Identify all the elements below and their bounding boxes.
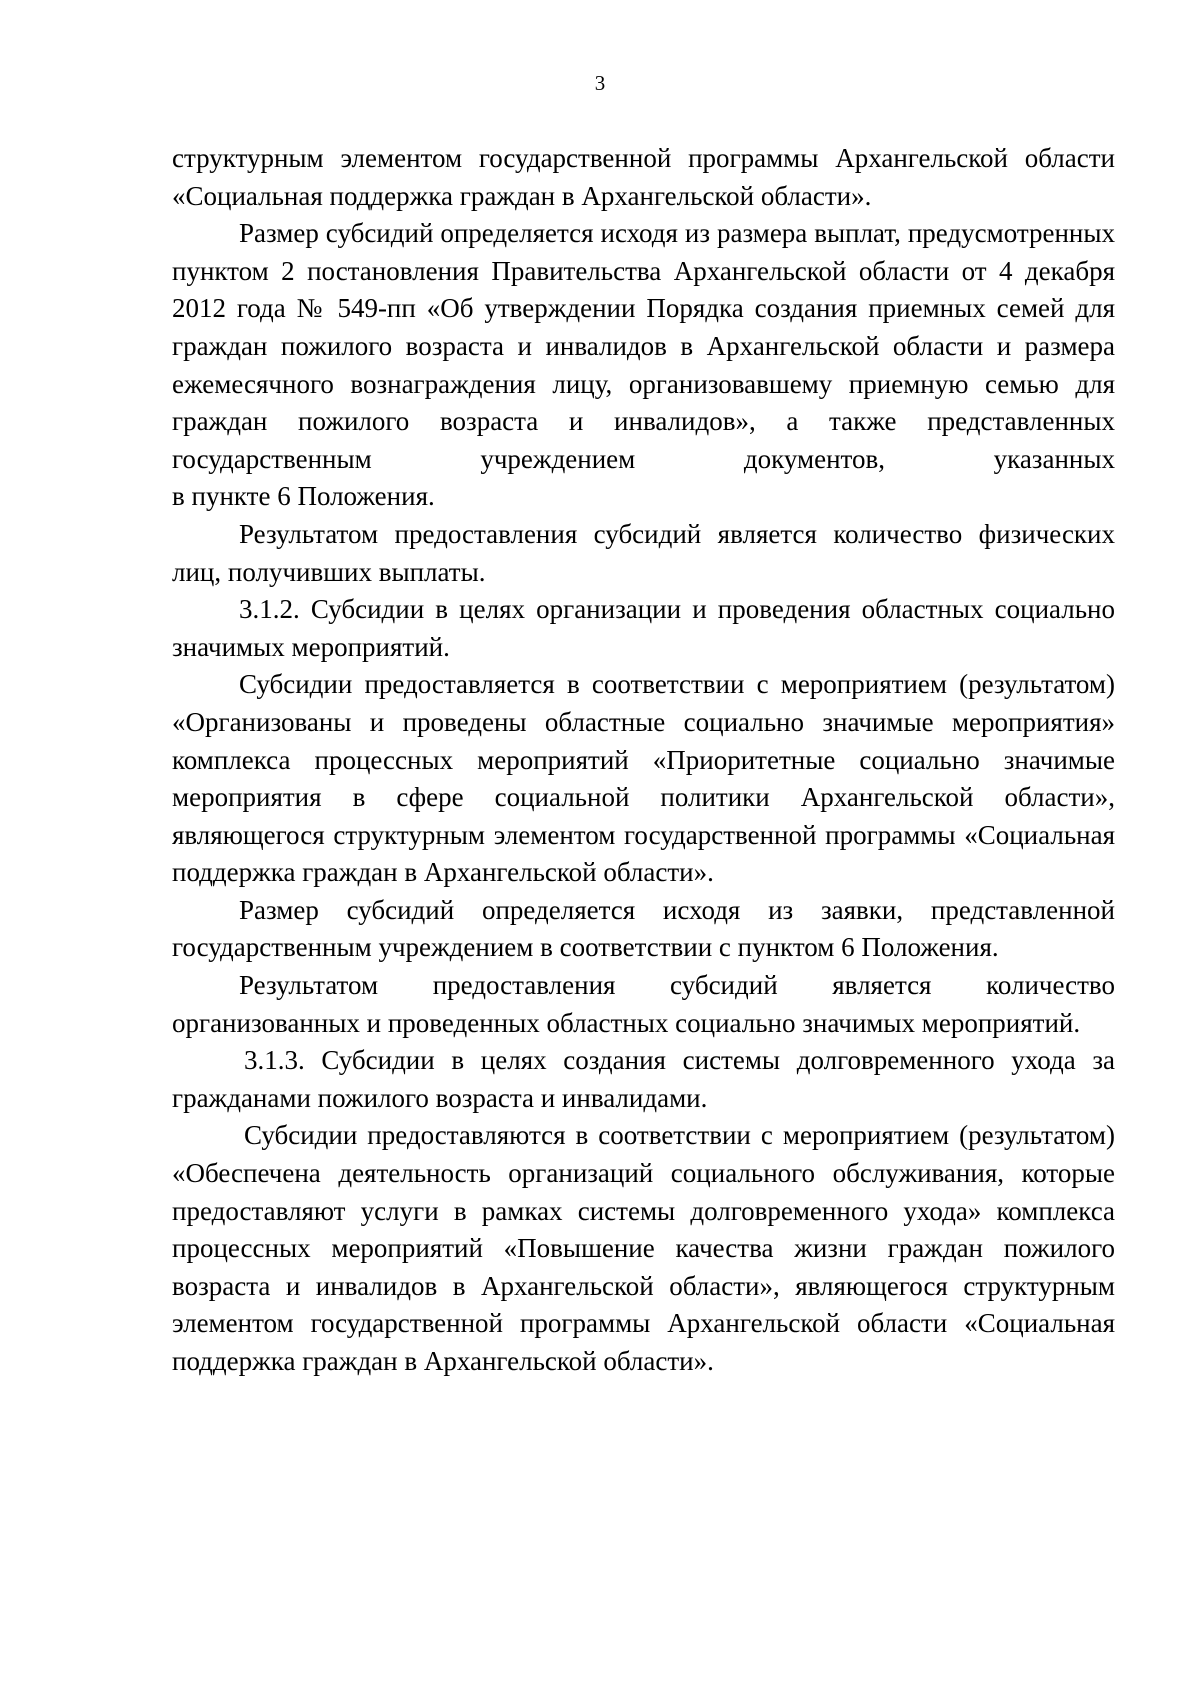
paragraph-3 — [172, 516, 1115, 591]
paragraph-5-text: Субсидии предоставляется в соответствии с мероприятием (результатом) «Организованы и проведены областные социально значимые мероприятия» комплекса процессных мероприятий «Приоритетные социально значимые мероприятия в сфере социальной политики Архангельской области», являющегося структурным элементом государственной программы «Социальная поддержка граждан в Архангельской области». — [172, 669, 1115, 888]
section-3-1-2-text: 3.1.2. Субсидии в целях организации и проведения областных социально значимых мероприятий. — [172, 594, 1115, 662]
paragraph-9 — [172, 1117, 1115, 1380]
section-3-1-3-text: 3.1.3. Субсидии в целях создания системы долговременного ухода за гражданами пожилого возраста и инвалидами. — [172, 1045, 1115, 1113]
document-body — [172, 140, 1115, 1381]
paragraph-7 — [172, 967, 1115, 1042]
section-3-1-3-heading — [172, 1042, 1115, 1117]
paragraph-2 — [172, 215, 1115, 516]
paragraph-9-text: Субсидии предоставляются в соответствии с мероприятием (результатом) «Обеспечена деятельность организаций социального обслуживания, которые предоставляют услуги в рамках системы долговременного ухода» комплекса процессных мероприятий «Повышение качества жизни граждан пожилого возраста и инвалидов в Архангельской области», являющегося структурным элементом государственной программы Архангельской области «Социальная поддержка граждан в Архангельской области». — [172, 1120, 1115, 1376]
paragraph-3-text: Результатом предоставления субсидий является количество физических лиц, получивших выплаты. — [172, 518, 1115, 587]
section-3-1-2-heading — [172, 591, 1115, 666]
paragraph-6-text: Размер субсидий определяется исходя из заявки, представленной государственным учреждением в соответствии с пунктом 6 Положения. — [172, 894, 1115, 963]
paragraph-5 — [172, 666, 1115, 892]
paragraph-1 — [172, 140, 1115, 215]
paragraph-6 — [172, 892, 1115, 967]
paragraph-2-text: Размер субсидий определяется исходя из размера выплат, предусмотренных пунктом 2 постановления Правительства Архангельской области от 4 декабря 2012 года № 549-пп «Об утверждении Порядка создания приемных семей для граждан пожилого возраста и инвалидов в Архангельской области и размера ежемесячного вознаграждения лицу, организовавшему приемную семью для граждан пожилого возраста и инвалидов», а также представленных государственным учреждением документов, указанных — [172, 218, 1115, 474]
paragraph-2-last-line: в пункте 6 Положения. — [172, 481, 435, 512]
paragraph-1-text: структурным элементом государственной программы Архангельской области «Социальная поддержка граждан в Архангельской области». — [172, 143, 1115, 211]
page-number: 3 — [594, 71, 606, 95]
paragraph-7-text: Результатом предоставления субсидий является количество организованных и проведенных областных социально значимых мероприятий. — [172, 970, 1115, 1038]
